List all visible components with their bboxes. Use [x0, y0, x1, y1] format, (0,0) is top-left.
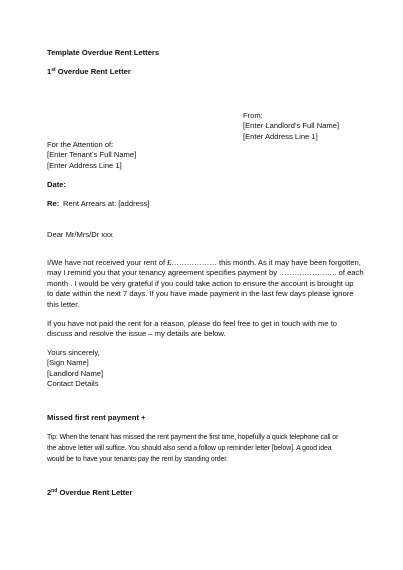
from-label: From: [243, 111, 263, 120]
paragraph-line: discuss and resolve the issue – my details are below. [47, 329, 226, 339]
paragraph-line: this letter. [47, 299, 80, 309]
attention-label: For the Attention of: [47, 140, 114, 149]
paragraph-line: If you have not paid the rent for a reason, please do feel free to get in touch with me to [47, 319, 338, 328]
date-label: Date: [47, 180, 66, 189]
document-title: Template Overdue Rent Letters [47, 48, 160, 57]
attention-tenant-name: [Enter Tenant’s Full Name] [47, 150, 137, 160]
body-paragraph-1 [47, 258, 364, 310]
closing-sign-name: [Sign Name] [47, 358, 89, 368]
attention-block [47, 140, 136, 171]
tip-line: would be to have your tenants pay the rent by standing order. [47, 456, 228, 464]
closing-contact-details: Contact Details [47, 379, 99, 389]
missed-payment-heading: Missed first rent payment + [47, 413, 146, 422]
closing-block [47, 348, 103, 390]
closing-landlord-name: [Landlord Name] [47, 368, 104, 378]
paragraph-line: may I remind you that your tenancy agreement specifies payment by ………………….. of each [47, 268, 364, 278]
paragraph-line: month . I would be very grateful if you could take action to ensure the account is brought up [47, 278, 354, 288]
paragraph-line: I/We have not received your rent of £……………… this month. As it may have been forgotten, [47, 258, 361, 267]
body-paragraph-2 [47, 319, 337, 340]
from-address: [Enter Address Line 1] [243, 131, 318, 141]
re-label: Re: [47, 199, 60, 208]
closing-sincerely: Yours sincerely, [47, 348, 100, 357]
re-line [47, 199, 150, 209]
re-text: Rent Arrears at: [address] [63, 199, 150, 208]
salutation: Dear Mr/Mrs/Dr xxx [47, 230, 113, 239]
from-landlord-name: [Enter Landlord’s Full Name] [243, 121, 340, 131]
tip-paragraph [47, 432, 338, 466]
second-letter-heading: 2nd Overdue Rent Letter [47, 488, 133, 497]
tip-line: Tip: When the tenant has missed the rent payment the first time, hopefully a quick telephone call or [47, 434, 339, 441]
attention-address: [Enter Address Line 1] [47, 160, 122, 170]
tip-line: the above letter will suffice. You should also send a follow up reminder letter [below]. A good idea [47, 445, 332, 453]
from-block [243, 111, 339, 142]
paragraph-line: to date within the next 7 days. If you have made payment in the last few days please ignore [47, 289, 354, 299]
first-letter-heading: 1st Overdue Rent Letter [47, 67, 131, 76]
